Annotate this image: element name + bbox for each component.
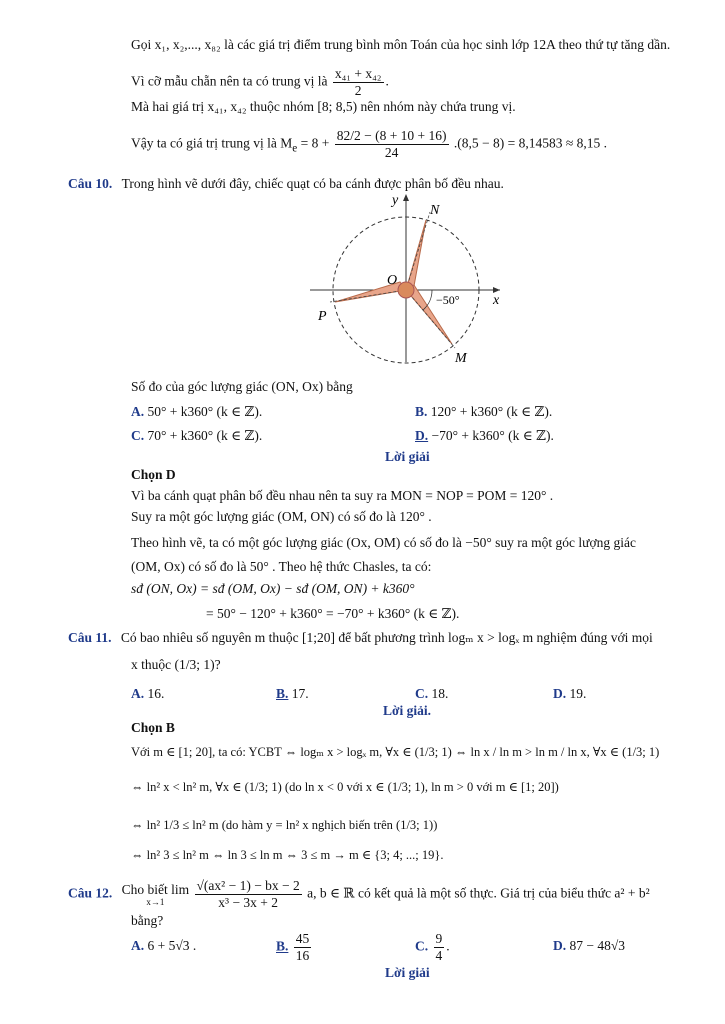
q11-option-b-key: B.	[276, 686, 289, 701]
median-formula-fraction	[335, 128, 449, 161]
q10-option-b[interactable]	[415, 403, 552, 421]
median-value	[131, 128, 607, 161]
q10-option-d-text: −70° + k360° (k ∈ ℤ).	[431, 428, 554, 443]
q12-option-b-frac	[294, 931, 312, 964]
median-result: .(8,5 − 8) = 8,14583 ≈ 8,15 .	[453, 135, 608, 151]
n-label: N	[430, 203, 440, 218]
q10-option-c[interactable]	[131, 427, 262, 445]
q11-option-b-text: 17.	[291, 686, 309, 701]
m-label: M	[455, 351, 467, 366]
q10-option-b-text: 120° + k360° (k ∈ ℤ).	[430, 404, 553, 419]
q11-option-c-key: C.	[415, 686, 429, 701]
median-even: Vì cỡ mẫu chẵn nên ta có trung vị là $\frac{\text{x₄₁ + x₄₂}}{2}$ .	[131, 66, 389, 98]
q10-option-d-key: D.	[415, 428, 429, 443]
q12-option-a-text: 6 + 5√3 .	[147, 938, 197, 953]
median-value-text: Vậy ta có giá trị trung vị là M	[131, 135, 293, 151]
q10-step-5: sđ (ON, Ox) = sđ (OM, Ox) − sđ (OM, ON) + k360°	[131, 581, 415, 596]
median-group: Mà hai giá trị x₄₁, x₄₂ thuộc nhóm [8; 8,5) nên nhóm này chứa trung vị.	[131, 99, 516, 114]
limit-text: Cho biết lim	[121, 881, 190, 897]
q11-option-c-text: 18.	[431, 686, 449, 701]
x-label: x	[493, 293, 500, 308]
q12-option-a-key: A.	[131, 938, 145, 953]
q10-step-4: (OM, Ox) có số đo là 50° . Theo hệ thức Chasles, ta có:	[131, 559, 432, 574]
q10-step-3: Theo hình vẽ, ta có một góc lượng giác (Ox, OM) có số đo là −50° suy ra một góc lượng giác	[131, 535, 636, 550]
q12-solution-title: Lời giải	[385, 965, 430, 980]
fan-hub	[398, 282, 414, 298]
q10-option-a-key: A.	[131, 404, 145, 419]
q10-option-d[interactable]	[415, 427, 554, 445]
question-11-text: Có bao nhiêu số nguyên m thuộc [1;20] để bất phương trình logₘ x > logₓ m nghiệm đúng với mọi	[120, 630, 653, 645]
q12-option-d-text: 87 − 48√3	[569, 938, 626, 953]
median-fraction-den: 2	[354, 83, 362, 98]
limit-num: √(ax² − 1) − bx − 2	[196, 878, 300, 893]
median-formula-den: 24	[384, 145, 399, 160]
q12-option-c-frac	[434, 931, 445, 964]
q10-solution-title: Lời giải	[385, 449, 430, 464]
q11-step-1: Với m ∈ [1; 20], ta có: YCBT ⇔ logₘ x > logₓ m, ∀x ∈ (1/3; 1) ⇔ ln x / ln m > ln m / ln x, ∀x ∈ (1/3; 1)	[131, 745, 660, 759]
question-12-text: a, b ∈ ℝ có kết quả là một số thực. Giá trị của biểu thức a² + b²	[307, 885, 650, 901]
q10-option-a-text: 50° + k360° (k ∈ ℤ).	[147, 404, 263, 419]
limit-symbol	[122, 883, 190, 907]
q11-step-4: ⇔ ln² 3 ≤ ln² m ⇔ ln 3 ≤ ln m ⇔ 3 ≤ m → m ∈ {3; 4; ...; 19}.	[131, 848, 444, 862]
q11-option-d-key: D.	[553, 686, 567, 701]
angle-label: −50°	[436, 293, 460, 307]
q10-choose: Chọn D	[131, 467, 176, 482]
q11-option-a-key: A.	[131, 686, 145, 701]
q10-step-6: = 50° − 120° + k360° = −70° + k360° (k ∈ ℤ).	[206, 606, 460, 621]
y-label: y	[392, 193, 399, 208]
q12-option-b-den: 16	[295, 948, 310, 963]
q10-step-1: Vì ba cánh quạt phân bố đều nhau nên ta suy ra MON = NOP = POM = 120° .	[131, 488, 554, 503]
q12-option-c-key: C.	[415, 938, 429, 954]
question-11-text-2: x thuộc (1/3; 1)?	[131, 657, 221, 672]
question-12-text-2: bằng?	[131, 913, 164, 928]
median-intro: Gọi x₁, x₂,..., x₈₂ là các giá trị điểm trung bình môn Toán của học sinh lớp 12A theo thứ tự tăng dần.	[131, 37, 671, 52]
question-11-label: Câu 11.	[68, 630, 112, 645]
y-axis-arrow	[403, 194, 409, 201]
q12-option-b[interactable]	[276, 931, 313, 964]
limit-sub: x→1	[146, 896, 165, 907]
q12-option-a[interactable]	[131, 937, 196, 955]
question-10-prompt: Số đo của góc lượng giác (ON, Ox) bằng	[131, 379, 353, 394]
median-sub: e	[292, 142, 298, 155]
q12-option-b-key: B.	[276, 938, 289, 954]
q12-option-d-key: D.	[553, 938, 567, 953]
q10-option-a[interactable]	[131, 403, 262, 421]
q10-step-2: Suy ra một góc lượng giác (OM, ON) có số đo là 120° .	[131, 509, 432, 524]
ray-on	[406, 212, 430, 290]
limit-fraction	[195, 878, 302, 911]
q11-option-a[interactable]	[131, 685, 164, 703]
question-12	[68, 878, 650, 911]
o-label: O	[387, 273, 398, 288]
median-even-text: Vì cỡ mẫu chẵn nên ta có trung vị là	[131, 73, 328, 89]
q12-option-d[interactable]	[553, 937, 625, 955]
q11-option-b[interactable]	[276, 685, 309, 703]
median-eq: = 8 +	[300, 135, 330, 151]
median-fraction	[333, 66, 384, 99]
limit-den: x³ − 3x + 2	[218, 895, 279, 910]
q10-option-c-key: C.	[131, 428, 145, 443]
q10-option-b-key: B.	[415, 404, 428, 419]
q11-option-d-text: 19.	[569, 686, 587, 701]
median-fraction-num: x₄₁ + x₄₂	[334, 66, 382, 81]
q11-step-3: ⇔ ln² 1/3 ≤ ln² m (do hàm y = ln² x nghịch biến trên (1/3; 1))	[131, 818, 438, 832]
q11-choose: Chọn B	[131, 720, 175, 735]
q10-option-c-text: 70° + k360° (k ∈ ℤ).	[147, 428, 263, 443]
question-10-label: Câu 10.	[68, 176, 113, 191]
fan-figure	[300, 190, 540, 370]
p-label: P	[318, 309, 327, 324]
q11-step-2: ⇔ ln² x < ln² m, ∀x ∈ (1/3; 1) (do ln x < 0 với x ∈ (1/3; 1), ln m > 0 với m ∈ [1; 20])	[131, 780, 559, 794]
q12-option-c-num: 9	[435, 931, 443, 946]
q11-solution-title: Lời giải.	[383, 703, 431, 718]
q12-option-b-num: 45	[295, 931, 310, 946]
q11-option-c[interactable]	[415, 685, 448, 703]
q12-option-c[interactable]: C. $\frac{9}{4}$ .	[415, 931, 450, 963]
median-formula-num: 82/2 − (8 + 10 + 16)	[336, 128, 447, 143]
question-12-label: Câu 12.	[68, 885, 113, 901]
q12-option-c-den: 4	[435, 948, 443, 963]
q11-option-a-text: 16.	[147, 686, 165, 701]
q11-option-d[interactable]	[553, 685, 586, 703]
question-11	[68, 629, 653, 647]
question-10-text: Trong hình vẽ dưới đây, chiếc quạt có ba cánh được phân bố đều nhau.	[121, 176, 504, 191]
